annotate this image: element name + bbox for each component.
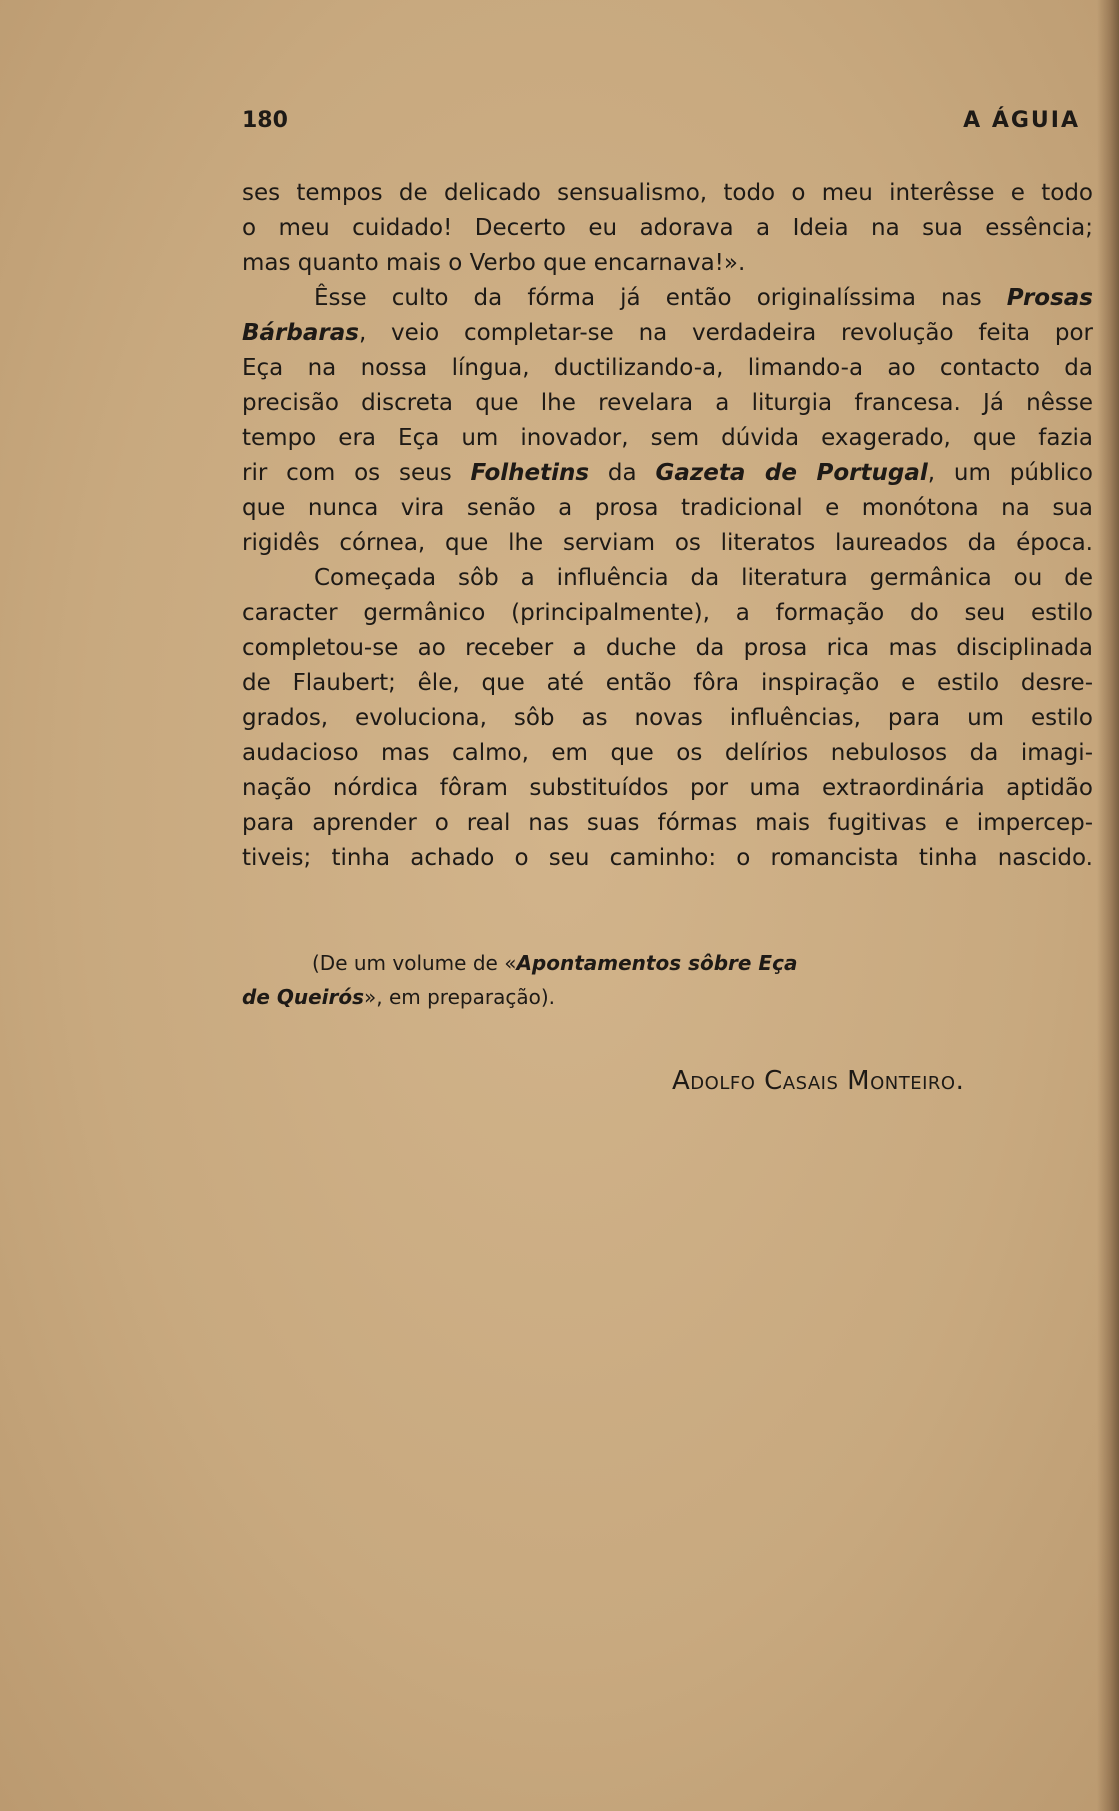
text-line <box>242 421 1093 456</box>
text-line <box>242 841 1093 876</box>
text-line <box>242 176 1093 211</box>
text-run: de Flaubert; êle, que até então fôra inspiração e estilo desre- <box>242 670 1093 696</box>
text-run: (De um volume de « <box>312 951 517 975</box>
text-run: o meu cuidado! Decerto eu adorava a Ideia na sua essência; <box>242 215 1093 241</box>
text-run: rir com os seus <box>242 460 471 486</box>
text-line <box>242 281 1093 316</box>
author-signature: Adolfo Casais Monteiro. <box>672 1066 965 1096</box>
source-note <box>242 946 842 1014</box>
text-run: tempo era Eça um inovador, sem dúvida exagerado, que fazia <box>242 425 1093 451</box>
text-line <box>242 701 1093 736</box>
italic-title: Apontamentos sôbre Eça <box>516 951 798 975</box>
text-line <box>242 561 1093 596</box>
text-run: completou-se ao receber a duche da prosa rica mas disciplinada <box>242 635 1093 661</box>
text-line <box>242 806 1093 841</box>
page-number: 180 <box>242 108 288 133</box>
text-line <box>242 771 1093 806</box>
italic-title: Gazeta de Portugal <box>655 460 928 486</box>
text-run: que nunca vira senão a prosa tradicional e monótona na sua <box>242 495 1093 521</box>
page-edge-shadow <box>1097 0 1119 1811</box>
text-run: audacioso mas calmo, em que os delírios nebulosos da imagi- <box>242 740 1093 766</box>
text-line <box>242 631 1093 666</box>
text-run: Começada sôb a influência da literatura germânica ou de <box>314 565 1093 591</box>
text-run: , veio completar-se na verdadeira revolução feita por <box>358 320 1093 346</box>
text-run: Eça na nossa língua, ductilizando-a, limando-a ao contacto da <box>242 355 1093 381</box>
text-line <box>242 596 1093 631</box>
text-line <box>242 666 1093 701</box>
text-run: caracter germânico (principalmente), a formação do seu estilo <box>242 600 1093 626</box>
text-run: da <box>589 460 656 486</box>
text-run: rigidês córnea, que lhe serviam os literatos laureados da época. <box>242 530 1093 556</box>
text-run: grados, evoluciona, sôb as novas influências, para um estilo <box>242 705 1093 731</box>
running-title: A ÁGUIA <box>963 108 1080 133</box>
text-line <box>242 736 1093 771</box>
text-line <box>242 491 1093 526</box>
text-run: tiveis; tinha achado o seu caminho: o romancista tinha nascido. <box>242 845 1093 871</box>
italic-title: Bárbaras <box>242 320 359 346</box>
text-run: nação nórdica fôram substituídos por uma extraordinária aptidão <box>242 775 1093 801</box>
italic-title: Prosas <box>1006 285 1093 311</box>
text-line <box>242 526 1093 561</box>
text-line <box>242 386 1093 421</box>
text-run: para aprender o real nas suas fórmas mais fugitivas e impercep- <box>242 810 1093 836</box>
italic-title: Folhetins <box>470 460 590 486</box>
text-run: mas quanto mais o Verbo que encarnava!». <box>242 250 746 276</box>
page-header <box>242 108 1080 142</box>
italic-title: de Queirós <box>242 985 365 1009</box>
note-line <box>242 946 842 980</box>
text-line <box>242 211 1093 246</box>
text-run: », em preparação). <box>364 985 555 1009</box>
text-line <box>242 351 1093 386</box>
text-run: Êsse culto da fórma já então originalíssima nas <box>314 285 1007 311</box>
text-line <box>242 246 1093 281</box>
note-line <box>242 980 842 1014</box>
body-text <box>242 176 1093 876</box>
text-run: precisão discreta que lhe revelara a liturgia francesa. Já nêsse <box>242 390 1093 416</box>
text-run: , um público <box>927 460 1093 486</box>
text-line <box>242 316 1093 351</box>
text-run: ses tempos de delicado sensualismo, todo o meu interêsse e todo <box>242 180 1093 206</box>
text-line <box>242 456 1093 491</box>
